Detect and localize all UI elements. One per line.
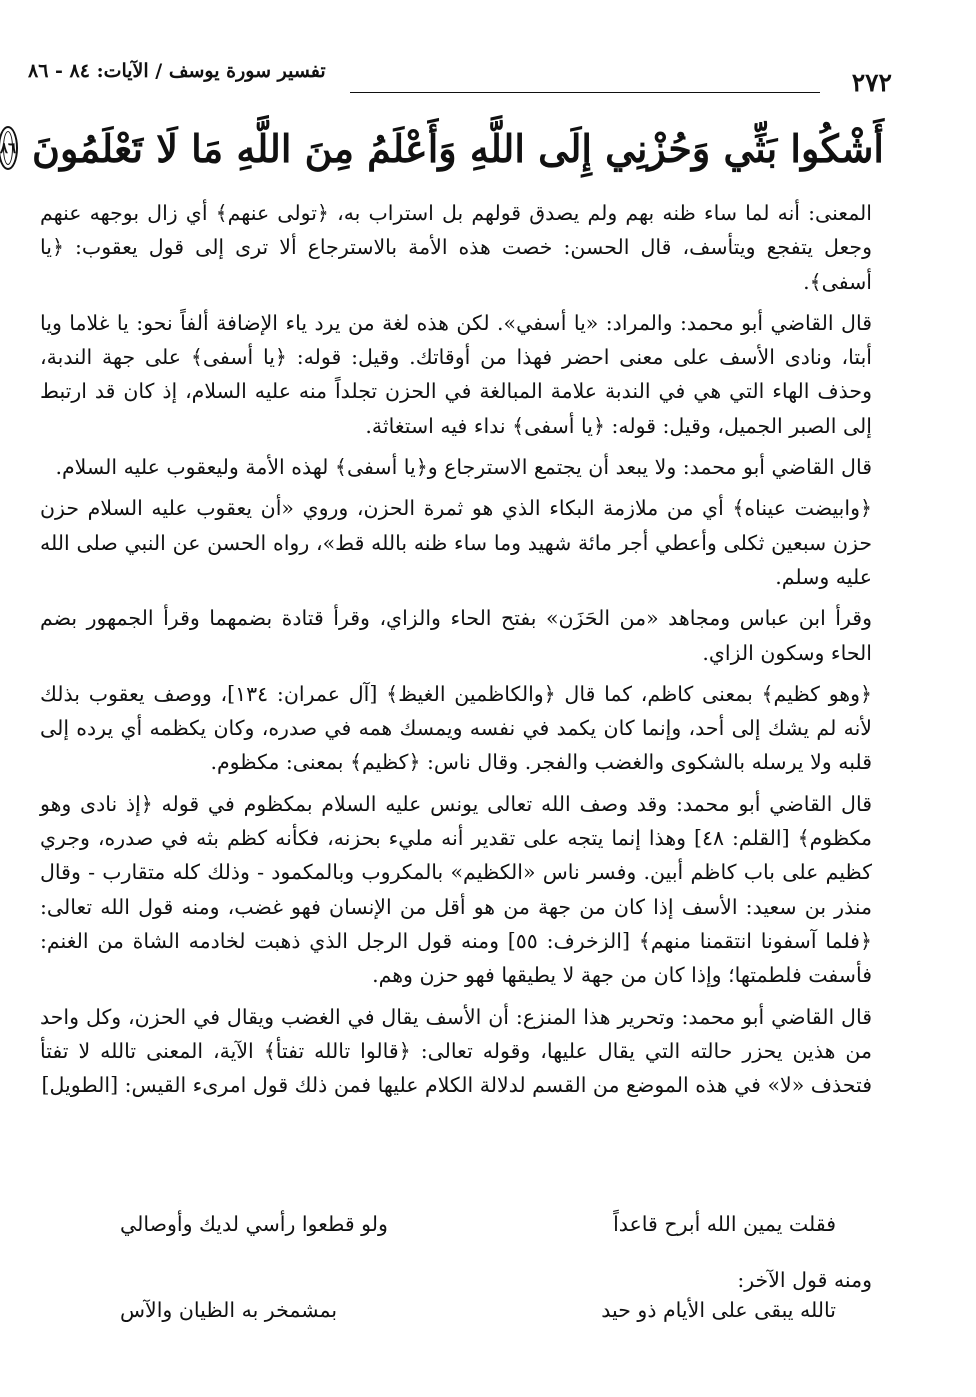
paragraph-4: ﴿وابيضت عيناه﴾ أي من ملازمة البكاء الذي هو ثمرة الحزن، وروي «أن يعقوب عليه السلام حزن حزن سبعين ثكلى وأعطي أجر مائة شهيد وما ساء ظنه بالله قط»، رواه الحسن عن النبي صلى الله عليه وسلم. xyxy=(40,496,872,589)
paragraph-1: المعنى: أنه لما ساء ظنه بهم ولم يصدق قولهم بل استراب به، ﴿تولى عنهم﴾ أي زال بوجهه عنهم وجعل يتفجع ويتأسف، قال الحسن: خصت هذه الأمة بالاسترجاع ألا ترى إلى قول يعقوب: ﴿يا أسفى﴾. xyxy=(40,201,872,294)
poem-verse-2 xyxy=(120,1298,836,1328)
poem-verse-1 xyxy=(120,1212,836,1242)
verse-text: أَشْكُوا بَثِّي وَحُزْنِي إِلَى اللَّهِ وَأَعْلَمُ مِنَ اللَّهِ مَا لَا تَعْلَمُونَ xyxy=(32,125,884,171)
paragraph-6: ﴿وهو كظيم﴾ بمعنى كاظم، كما قال ﴿والكاظمين الغيظ﴾ [آل عمران: ١٣٤]، ووصف يعقوب بذلك لأنه لم يشك إلى أحد، وإنما كان يكمد في نفسه ويمسك همه في صدره، وكان يكظمه أي يرده إلى قلبه ولا يرسله بالشكوى والغضب والفجر. وقال ناس: ﴿كظيم﴾ بمعنى: مكظوم. xyxy=(40,681,873,775)
poem-2-intro: ومنه قول الآخر: xyxy=(737,1268,872,1292)
running-title: تفسير سورة يوسف / الآيات: ٨٤ - ٨٦ xyxy=(28,60,326,82)
paragraph-8: قال القاضي أبو محمد: وتحرير هذا المنزع: أن الأسف يقال في الغضب ويقال في الحزن، وكل واحد من هذين يحزر حالته التي يقال عليها، وقوله تعالى: ﴿قالوا تالله تفتأ﴾ الآية، المعنى تالله لا تفتأ فتحذف «لا» في هذه الموضع من القسم لدلالة الكلام عليها فمن ذلك قول امرىء القيس: [الطويل] xyxy=(40,1004,872,1098)
paragraph-3: قال القاضي أبو محمد: ولا يبعد أن يجتمع الاسترجاع و﴿يا أسفى﴾ لهذه الأمة وليعقوب عليه السلام. xyxy=(55,455,872,480)
poem-1-hemistich-1: فقلت يمين الله أبرح قاعداً xyxy=(613,1212,836,1236)
paragraph-2: قال القاضي أبو محمد: والمراد: «يا أسفي». لكن هذه لغة من يرد ياء الإضافة ألفاً نحو: يا غلاما ويا أبتا، ونادى الأسف على معنى احضر فهذا من أوقاتك. وقيل: قوله: ﴿يا أسفى﴾ على جهة الندبة، وحذف الهاء التي هي في الندبة علامة المبالغة في الحزن تجلداً منه عليه السلام، إذ كان قد ارتبط إلى الصبر الجميل، وقيل: قوله: ﴿يا أسفى﴾ نداء فيه استغاثة. xyxy=(40,310,872,438)
ayah-number-ornament-icon xyxy=(0,126,18,170)
page-number: ٢٧٢ xyxy=(851,68,892,97)
paragraph-5: وقرأ ابن عباس ومجاهد «من الحَزَن» بفتح الحاء والزاي، وقرأ قتادة بضمهما وقرأ الجمهور بضم الحاء وسكون الزاي. xyxy=(40,606,872,665)
page-header xyxy=(28,58,892,102)
header-rule xyxy=(350,92,820,93)
quran-verse-heading xyxy=(0,112,884,184)
poem-2-hemistich-1: تالله يبقى على الأيام ذو حيد xyxy=(601,1298,836,1322)
commentary-body xyxy=(40,196,872,1109)
poem-1-hemistich-2: ولو قطعوا رأسي لديك وأوصالي xyxy=(120,1212,388,1236)
poem-2-hemistich-2: بمشمخر به الظيان والآس xyxy=(120,1298,338,1322)
paragraph-7: قال القاضي أبو محمد: وقد وصف الله تعالى يونس عليه السلام بمكظوم في قوله ﴿إذ نادى وهو مكظوم﴾ [القلم: ٤٨] وهذا إنما يتجه على تقدير أنه مليء بحزنه، فكأنه كظم بثه في صدره، وجري كظيم على باب كاظم أبين. وفسر ناس «الكظيم» بالمكروب وبالمكمود - وذلك كله متقارب - وقال منذر بن سعيد: الأسف إذا كان من جهة من هو أقل من الإنسان فهو غضب، ومنه قول الله تعالى: ﴿فلما آسفونا انتقمنا منهم﴾ [الزخرف: ٥٥] ومنه قول الرجل الذي ذهبت لخادمه الشاة من الغنم: فأسفت فلطمتها؛ وإذا كان من جهة لا يطيقها فهو حزن وهم. xyxy=(40,791,872,988)
ayah-number: ٨٦ xyxy=(0,139,17,157)
